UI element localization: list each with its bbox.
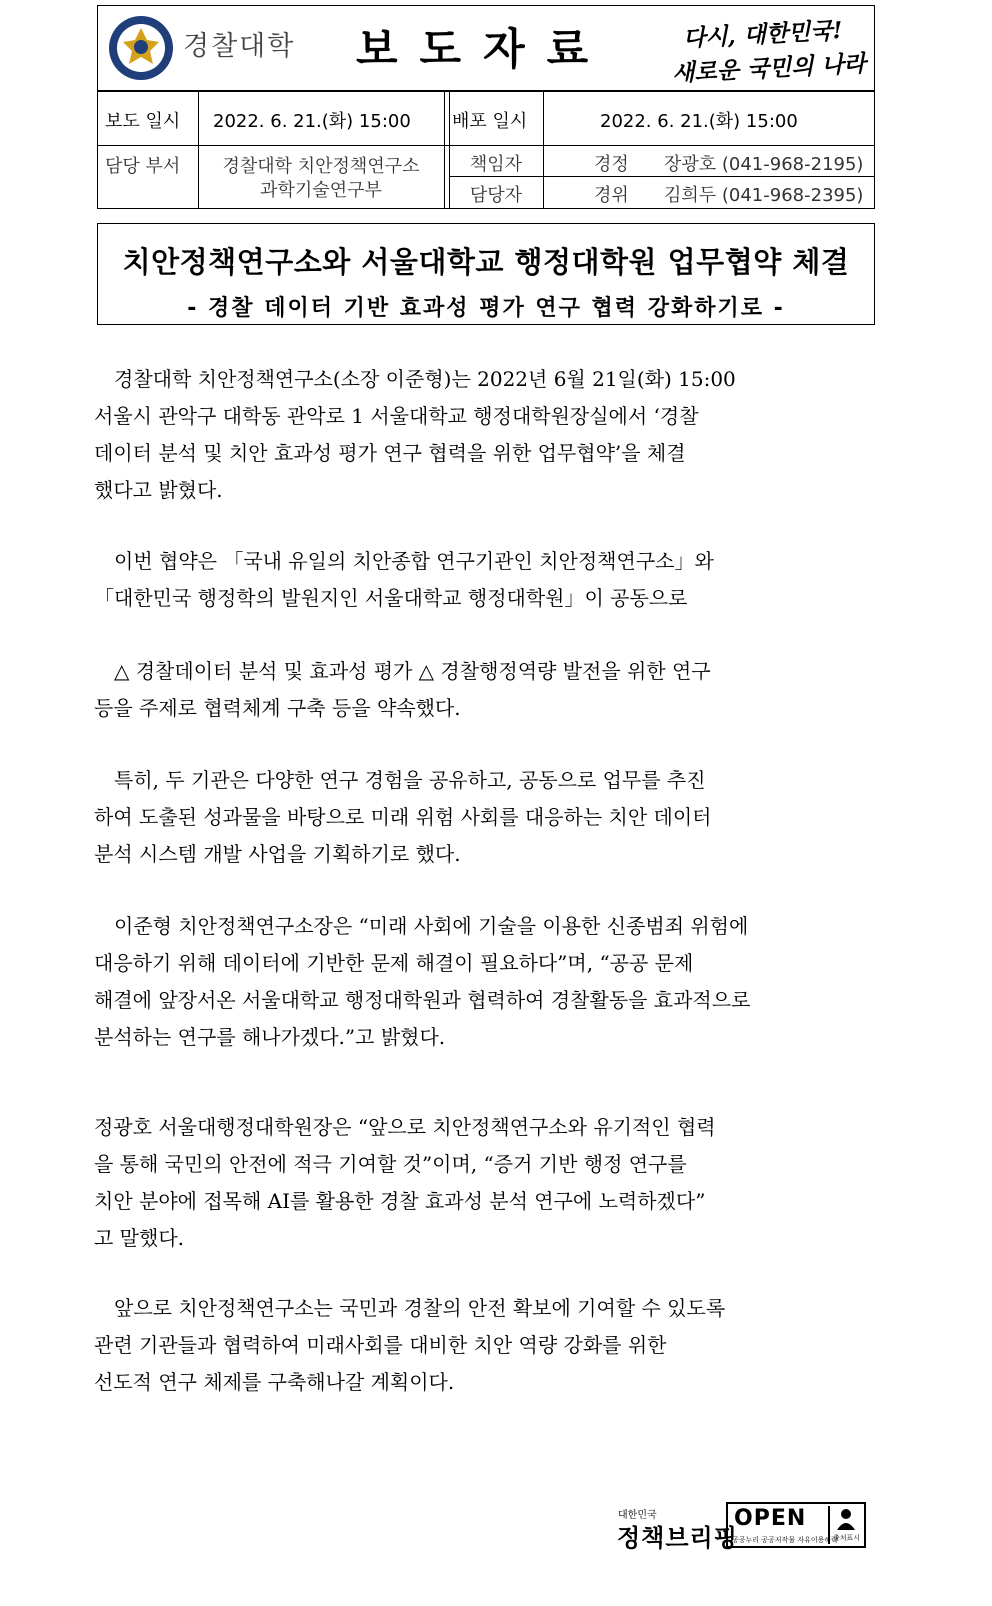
org-name: 경찰대학 xyxy=(183,31,296,62)
release-date-value: 2022. 6. 21.(화) 15:00 xyxy=(213,111,411,132)
distribution-date-value: 2022. 6. 21.(화) 15:00 xyxy=(600,111,798,132)
paragraph-line: 했다고 밝혔다. xyxy=(94,478,223,502)
paragraph-2 xyxy=(94,543,876,617)
paragraph-1 xyxy=(94,361,876,509)
distribution-date-label: 배포 일시 xyxy=(452,111,528,132)
manager-label: 책임자 xyxy=(469,154,523,175)
paragraph-7 xyxy=(94,1290,876,1401)
department-line-1: 경찰대학 치안정책연구소 xyxy=(222,156,420,177)
open-license-label: OPEN xyxy=(734,1506,807,1531)
paragraph-line: 고 말했다. xyxy=(94,1226,184,1250)
open-license-badge xyxy=(726,1502,866,1548)
paragraph-line: 이준형 치안정책연구소장은 “미래 사회에 기술을 이용한 신종범죄 위험에 xyxy=(94,914,749,938)
release-date-label: 보도 일시 xyxy=(105,111,181,132)
open-license-subtitle: 공공누리 공공저작물 자유이용허락 xyxy=(732,1536,838,1544)
manager-contact: 장광호 (041-968-2195) xyxy=(664,154,864,175)
paragraph-line: 을 통해 국민의 안전에 적극 기여할 것”이며, “증거 기반 행정 연구를 xyxy=(94,1152,687,1176)
attribution-label: 출처표시 xyxy=(833,1534,861,1542)
document-title: 보도자료 xyxy=(356,25,611,75)
staff-contact: 김희두 (041-968-2395) xyxy=(664,185,864,206)
paragraph-line: 하여 도출된 성과물을 바탕으로 미래 위험 사회를 대응하는 치안 데이터 xyxy=(94,805,712,829)
paragraph-line: 이번 협약은 「국내 유일의 치안종합 연구기관인 치안정책연구소」와 xyxy=(94,549,714,573)
paragraph-line: △ 경찰데이터 분석 및 효과성 평가 △ 경찰행정역량 발전을 위한 연구 xyxy=(94,659,711,683)
paragraph-line: 선도적 연구 체제를 구축해나갈 계획이다. xyxy=(94,1370,455,1394)
paragraph-5 xyxy=(94,908,876,1056)
department-line-2: 과학기술연구부 xyxy=(260,180,382,201)
paragraph-line: 경찰대학 치안정책연구소(소장 이준형)는 2022년 6월 21일(화) 15:00 xyxy=(94,367,736,391)
paragraph-line: 정광호 서울대행정대학원장은 “앞으로 치안정책연구소와 유기적인 협력 xyxy=(94,1115,716,1139)
department-label: 담당 부서 xyxy=(105,156,181,177)
paragraph-line: 분석하는 연구를 해나가겠다.”고 밝혔다. xyxy=(94,1025,446,1049)
paragraph-line: 데이터 분석 및 치안 효과성 평가 연구 협력을 위한 업무협약’을 체결 xyxy=(94,441,686,465)
slogan-line-2: 새로운 국민의 나라 xyxy=(671,49,867,88)
paragraph-4 xyxy=(94,762,876,873)
policy-briefing-logo-top: 대한민국 xyxy=(618,1510,657,1521)
paragraph-line: 해결에 앞장서온 서울대학교 행정대학원과 협력하여 경찰활동을 효과적으로 xyxy=(94,988,751,1012)
staff-rank: 경위 xyxy=(594,185,629,206)
subheadline: - 경찰 데이터 기반 효과성 평가 연구 협력 강화하기로 - xyxy=(187,296,785,321)
policy-briefing-logo: 정책브리핑 xyxy=(617,1524,738,1552)
paragraph-line: 치안 분야에 접목해 AI를 활용한 경찰 효과성 분석 연구에 노력하겠다” xyxy=(94,1189,706,1213)
staff-label: 담당자 xyxy=(469,185,523,206)
paragraph-6 xyxy=(94,1109,876,1257)
paragraph-line: 특히, 두 기관은 다양한 연구 경험을 공유하고, 공동으로 업무를 추진 xyxy=(94,768,706,792)
paragraph-line: 대응하기 위해 데이터에 기반한 문제 해결이 필요하다”며, “공공 문제 xyxy=(94,951,694,975)
headline: 치안정책연구소와 서울대학교 행정대학원 업무협약 체결 xyxy=(122,245,850,279)
paragraph-line: 서울시 관악구 대학동 관악로 1 서울대학교 행정대학원장실에서 ‘경찰 xyxy=(94,404,699,428)
attribution-icon xyxy=(828,1506,864,1544)
paragraph-line: 분석 시스템 개발 사업을 기획하기로 했다. xyxy=(94,842,461,866)
slogan-line-1: 다시, 대한민국! xyxy=(682,16,844,53)
paragraph-line: 관련 기관들과 협력하여 미래사회를 대비한 치안 역량 강화를 위한 xyxy=(94,1333,667,1357)
paragraph-line: 등을 주제로 협력체계 구축 등을 약속했다. xyxy=(94,696,461,720)
paragraph-line: 앞으로 치안정책연구소는 국민과 경찰의 안전 확보에 기여할 수 있도록 xyxy=(94,1296,726,1320)
paragraph-line: 「대한민국 행정학의 발원지인 서울대학교 행정대학원」이 공동으로 xyxy=(94,586,688,610)
police-emblem-icon xyxy=(107,14,175,82)
manager-rank: 경정 xyxy=(594,154,629,175)
paragraph-3 xyxy=(94,653,876,727)
